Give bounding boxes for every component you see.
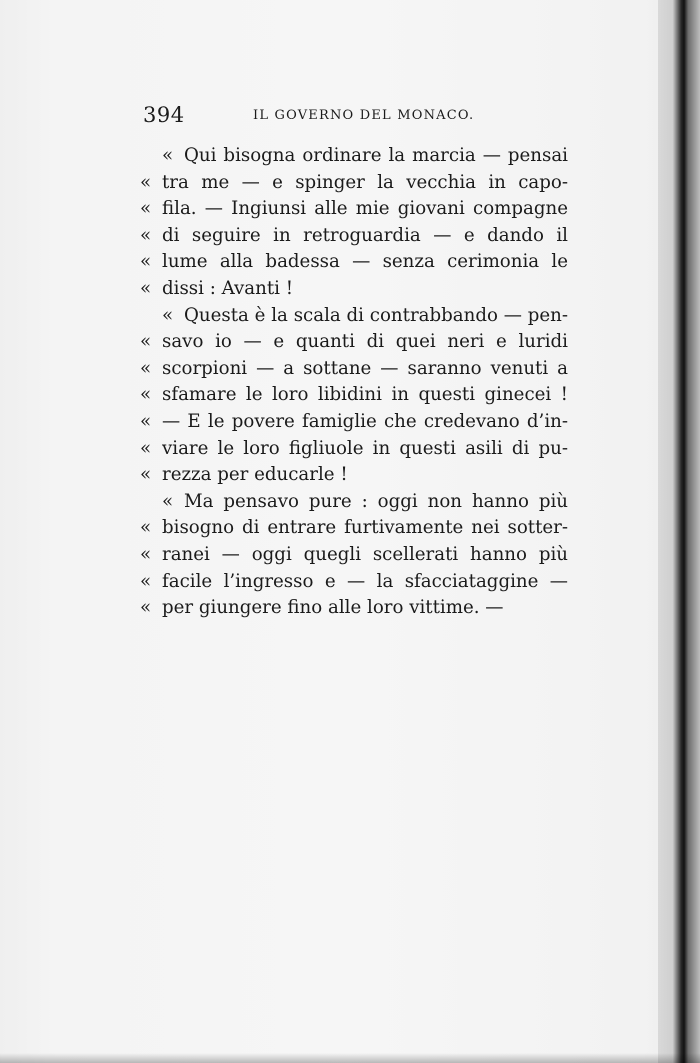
line-text: sfamare le loro libidini in questi ginecei ! [162,384,568,406]
text-line [140,436,568,463]
quote-mark: « [140,464,152,486]
quote-mark: « [140,331,152,353]
quote-mark: « [140,597,152,619]
quote-mark: « [140,251,152,273]
text-line [140,356,568,383]
quote-mark: « [140,570,152,592]
page-number: 394 [143,103,185,127]
quote-mark: « [140,198,152,220]
quote-mark: « [140,517,152,539]
quote-mark: « [140,543,152,565]
quote-mark: « [140,410,152,432]
line-text: Questa è la scala di contrabbando — pen- [184,304,568,326]
quote-mark: « [140,224,152,246]
quote-mark: « [140,277,152,299]
text-line [140,196,568,223]
line-text: fila. — Ingiunsi alle mie giovani compagne [162,198,568,220]
text-line [140,329,568,356]
text-line [140,462,568,489]
text-line [140,542,568,569]
quote-mark: « [140,357,152,379]
line-text: tra me — e spinger la vecchia in capo- [162,171,568,193]
text-line [140,170,568,197]
line-text: lume alla badessa — senza cerimonia le [162,251,568,273]
line-text: per giungere fino alle loro vittime. — [162,597,504,619]
text-line [140,489,568,516]
text-line [140,276,568,303]
quote-mark: « [140,171,152,193]
running-head [143,103,483,133]
binding-edge [658,0,700,1063]
text-line [140,515,568,542]
text-line [140,595,568,622]
running-title: IL GOVERNO DEL MONACO. [253,108,475,123]
line-text: — E le povere famiglie che credevano d’in- [162,410,568,432]
line-text: savo io — e quanti di quei neri e luridi [162,331,568,353]
line-text: rezza per educarle ! [162,464,348,486]
line-text: facile l’ingresso e — la sfacciataggine — [162,570,568,592]
text-line [140,303,568,330]
line-text: bisogno di entrare furtivamente nei sotter- [162,517,568,539]
text-line [140,569,568,596]
text-line [140,223,568,250]
line-text: Qui bisogna ordinare la marcia — pensai [184,145,568,166]
page-bottom-edge [0,1053,700,1063]
line-text: ranei — oggi quegli scellerati hanno più [162,543,568,565]
text-line [140,382,568,409]
quote-mark: « [162,490,174,512]
line-text: Ma pensavo pure : oggi non hanno più [184,490,568,512]
quote-mark: « [140,384,152,406]
line-text: di seguire in retroguardia — e dando il [162,224,568,246]
line-text: dissi : Avanti ! [162,277,294,299]
body-text [140,143,568,622]
text-line [140,409,568,436]
text-line [140,143,568,170]
quote-mark: « [162,304,174,326]
quote-mark: « [140,437,152,459]
text-line [140,249,568,276]
quote-mark: « [162,145,174,166]
line-text: scorpioni — a sottane — saranno venuti a [162,357,568,379]
line-text: viare le loro figliuole in questi asili di pu- [162,437,568,459]
